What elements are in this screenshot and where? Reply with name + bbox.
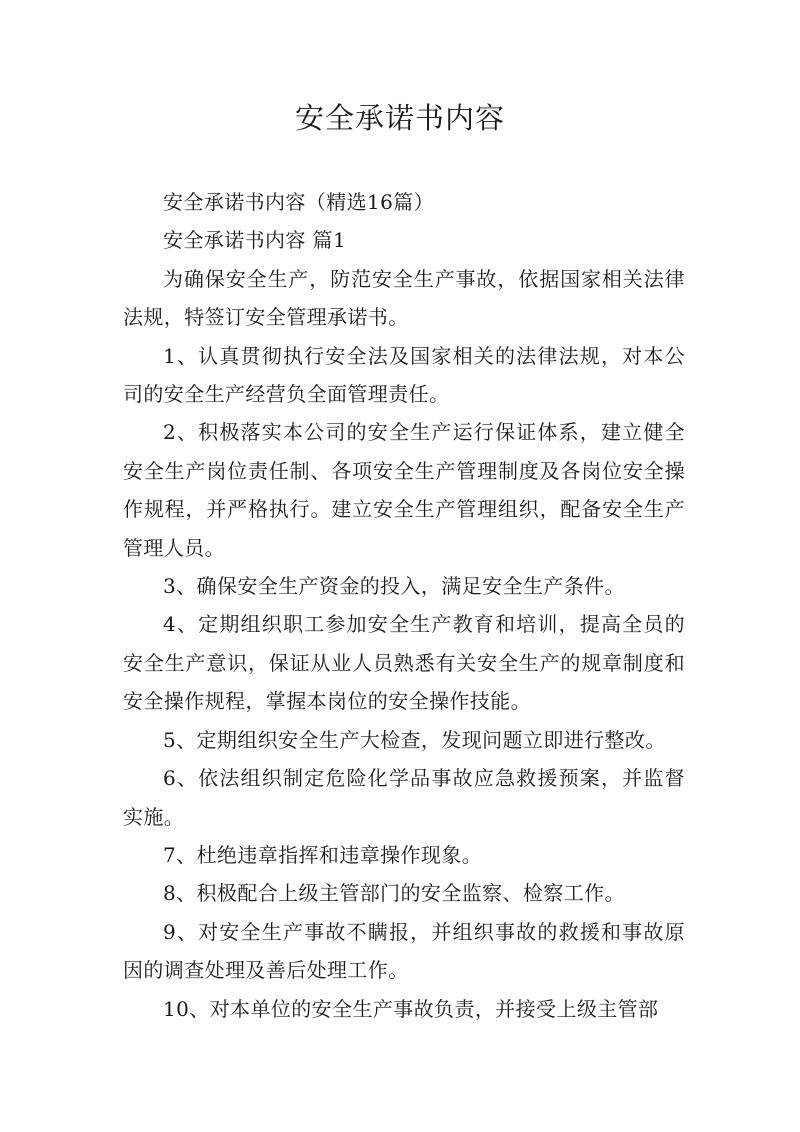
paragraph-item-1: 1、认真贯彻执行安全法及国家相关的法律法规，对本公司的安全生产经营负全面管理责任。 bbox=[123, 343, 685, 407]
paragraph-item-6: 6、依法组织制定危险化学品事故应急救援预案，并监督实施。 bbox=[123, 766, 685, 829]
paragraph-item-10: 10、对本单位的安全生产事故负责，并接受上级主管部 bbox=[163, 996, 659, 1021]
paragraph-item-8: 8、积极配合上级主管部门的安全监察、检察工作。 bbox=[163, 881, 625, 906]
paragraph-intro: 为确保安全生产，防范安全生产事故，依据国家相关法律法规，特签订安全管理承诺书。 bbox=[123, 266, 685, 330]
document-title: 安全承诺书内容 bbox=[294, 101, 505, 135]
document-body bbox=[123, 183, 685, 1028]
paragraph-item-3: 3、确保安全生产资金的投入，满足安全生产条件。 bbox=[163, 574, 625, 599]
paragraph-item-5: 5、定期组织安全生产大检查，发现问题立即进行整改。 bbox=[163, 727, 666, 752]
paragraph-section-heading: 安全承诺书内容 篇1 bbox=[163, 228, 347, 253]
paragraph-item-4: 4、定期组织职工参加安全生产教育和培训，提高全员的安全生产意识，保证从业人员熟悉有关安全生产的规章制度和安全操作规程，掌握本岗位的安全操作技能。 bbox=[123, 612, 685, 714]
paragraph-item-2: 2、积极落实本公司的安全生产运行保证体系，建立健全安全生产岗位责任制、各项安全生产管理制度及各岗位安全操作规程，并严格执行。建立安全生产管理组织，配备安全生产管理人员。 bbox=[123, 420, 685, 560]
paragraph-subtitle: 安全承诺书内容（精选16篇） bbox=[163, 190, 435, 214]
paragraph-item-7: 7、杜绝违章指挥和违章操作现象。 bbox=[163, 842, 483, 867]
paragraph-item-9: 9、对安全生产事故不瞒报，并组织事故的救援和事故原因的调查处理及善后处理工作。 bbox=[123, 919, 685, 983]
